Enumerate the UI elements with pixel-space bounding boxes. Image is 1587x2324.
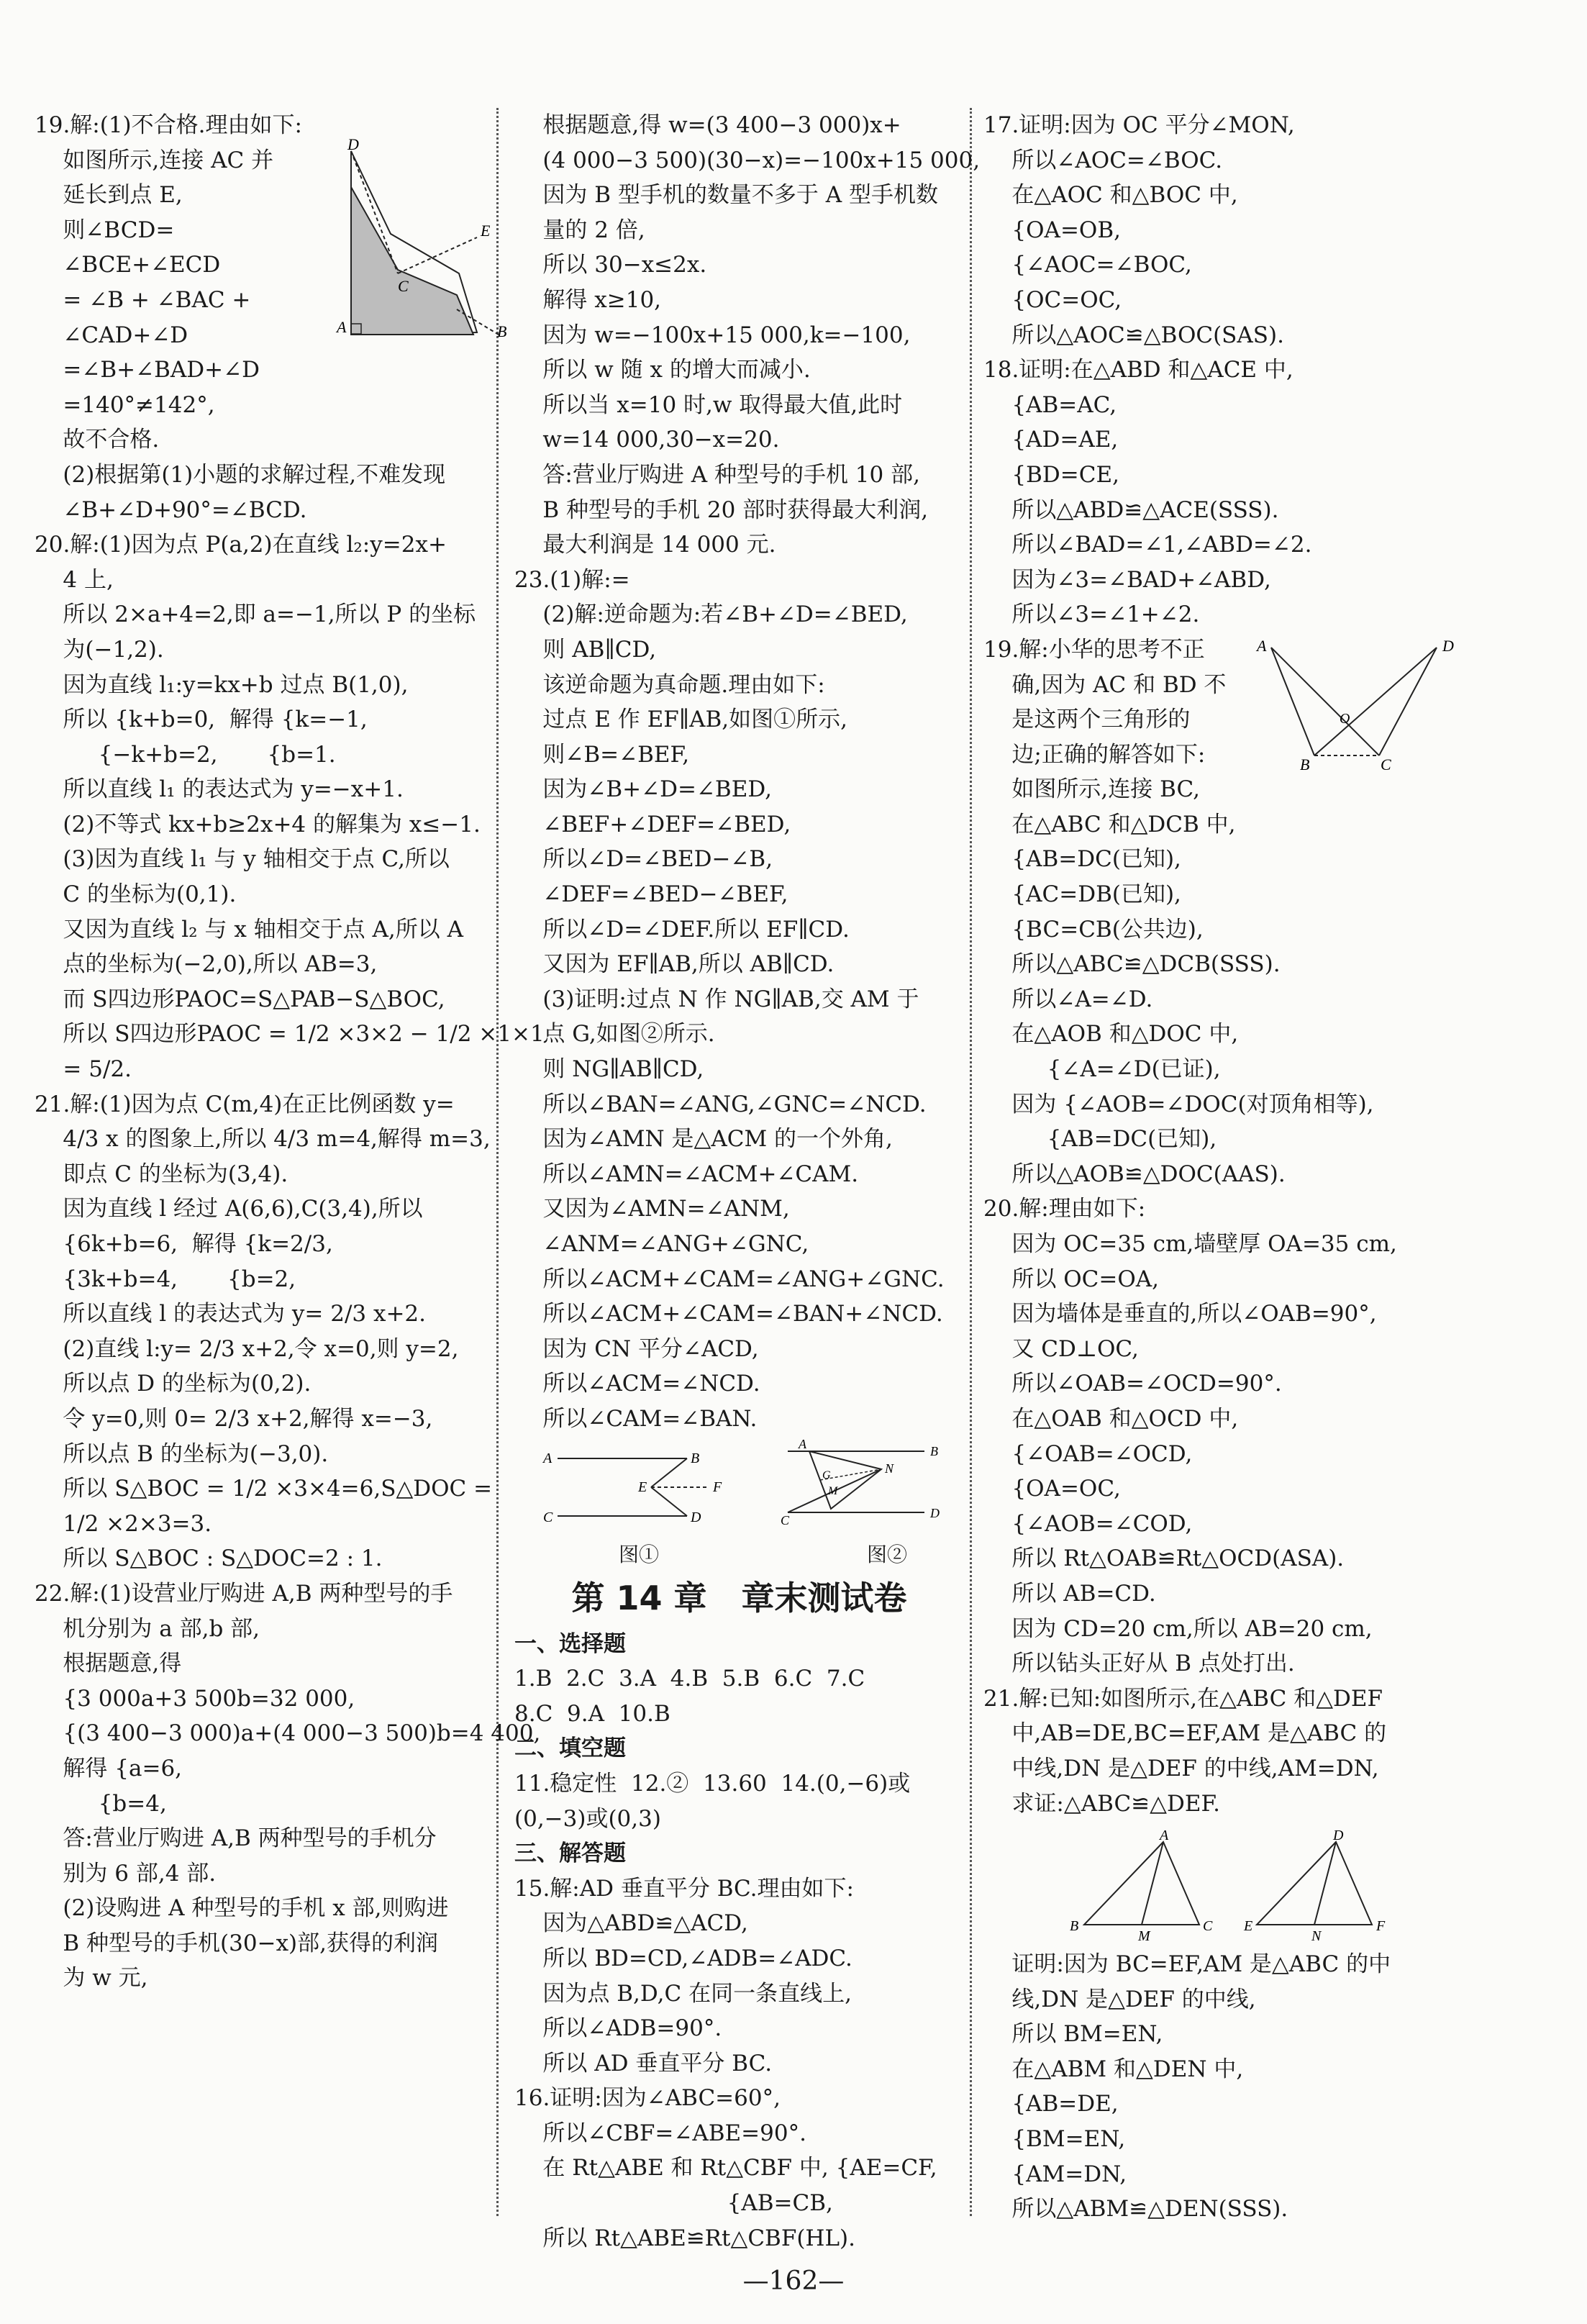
text-line: 因为点 B,D,C 在同一条直线上, — [514, 1980, 852, 2007]
text-line: 因为∠AMN 是△ACM 的一个外角, — [514, 1126, 893, 1153]
text-line: 又因为∠AMN=∠ANM, — [514, 1196, 790, 1222]
svg-text:C: C — [1203, 1918, 1213, 1934]
svg-text:B: B — [691, 1450, 700, 1466]
text-line: {AB=AC, — [983, 391, 1117, 418]
svg-text:D: D — [930, 1505, 940, 1520]
text-line: 即点 C 的坐标为(3,4). — [35, 1161, 288, 1187]
text-line: 17.证明:因为 OC 平分∠MON, — [983, 112, 1295, 138]
text-line: 所以△AOC≌△BOC(SAS). — [983, 322, 1284, 348]
text-line: 在△ABM 和△DEN 中, — [983, 2056, 1244, 2082]
text-line: 则∠BCD= — [35, 217, 175, 243]
text-line: 所以∠D=∠BED−∠B, — [514, 846, 773, 873]
text-line: 一、选择题 — [514, 1630, 626, 1657]
text-line: 所以点 B 的坐标为(−3,0). — [35, 1440, 329, 1467]
answer-column-2 — [514, 108, 981, 2256]
q19-figure — [304, 135, 507, 340]
text-line: 因为 {∠AOB=∠DOC(对顶角相等), — [983, 1091, 1374, 1117]
text-line: {AB=DE, — [983, 2091, 1119, 2118]
text-line: 16.证明:因为∠ABC=60°, — [514, 2085, 781, 2112]
svg-text:D: D — [1442, 637, 1454, 655]
svg-text:M: M — [828, 1484, 838, 1497]
text-line: 所以点 D 的坐标为(0,2). — [35, 1371, 312, 1397]
text-line: 故不合格. — [35, 427, 160, 453]
figure-1 — [543, 1437, 745, 1545]
text-line: 所以△ABM≌△DEN(SSS). — [983, 2196, 1288, 2223]
text-line: w=14 000,30−x=20. — [514, 427, 780, 453]
text-line: (2)根据第(1)小题的求解过程,不难发现 — [35, 461, 446, 488]
text-line: {6k+b=6, 解得 {k=2/3, — [35, 1231, 333, 1257]
text-line: 证明:因为 BC=EF,AM 是△ABC 的中 — [983, 1951, 1391, 1978]
text-line: 点的坐标为(−2,0),所以 AB=3, — [35, 951, 378, 978]
text-line: {AB=DC(已知), — [983, 846, 1181, 873]
text-line: 19.解:小华的思考不正 — [983, 636, 1205, 663]
text-line: {OA=OC, — [983, 1476, 1121, 1502]
text-line: 所以 AD 垂直平分 BC. — [514, 2050, 773, 2076]
text-line: 11.稳定性 12.② 13.60 14.(0,−6)或 — [514, 1770, 911, 1797]
text-line: 在△AOB 和△DOC 中, — [983, 1021, 1239, 1048]
text-line: 在△AOC 和△BOC 中, — [983, 182, 1238, 209]
text-line: 解得 x≥10, — [514, 286, 662, 313]
text-line: ∠DEF=∠BED−∠BEF, — [514, 881, 788, 908]
text-line: 所以∠AMN=∠ACM+∠CAM. — [514, 1161, 859, 1187]
q21-triangles-figure — [1055, 1828, 1458, 1946]
text-line: C 的坐标为(0,1). — [35, 881, 237, 908]
text-line: {BD=CE, — [983, 461, 1119, 488]
svg-text:E: E — [481, 222, 491, 240]
text-line: 所以∠ACM=∠NCD. — [514, 1371, 760, 1397]
svg-text:C: C — [398, 277, 409, 295]
text-line: 中,AB=DE,BC=EF,AM 是△ABC 的 — [983, 1720, 1387, 1747]
text-line: 所以∠3=∠1+∠2. — [983, 602, 1200, 628]
text-line: 延长到点 E, — [35, 182, 183, 209]
text-line: 21.解:(1)因为点 C(m,4)在正比例函数 y= — [35, 1091, 455, 1117]
text-line: 8.C 9.A 10.B — [514, 1700, 670, 1727]
text-line: =∠B+∠BAD+∠D — [35, 357, 260, 383]
text-line: 21.解:已知:如图所示,在△ABC 和△DEF — [983, 1685, 1383, 1712]
text-line: 量的 2 倍, — [514, 217, 645, 243]
text-line: 4/3 x 的图象上,所以 4/3 m=4,解得 m=3, — [35, 1126, 491, 1153]
text-line: ∠BCE+∠ECD — [35, 252, 221, 278]
text-line: 在△OAB 和△OCD 中, — [983, 1405, 1239, 1432]
text-line: 为 w 元, — [35, 1965, 148, 1992]
text-line: 所以 S四边形PAOC = 1/2 ×3×2 − 1/2 ×1×1 — [35, 1021, 545, 1048]
text-line: 所以△ABC≌△DCB(SSS). — [983, 951, 1281, 978]
text-line: 20.解:理由如下: — [983, 1196, 1146, 1222]
text-line: 点 G,如图②所示. — [514, 1021, 715, 1048]
text-line: 因为直线 l 经过 A(6,6),C(3,4),所以 — [35, 1196, 423, 1222]
svg-text:D: D — [691, 1509, 701, 1525]
svg-text:C: C — [1381, 755, 1391, 773]
svg-text:E: E — [1244, 1918, 1253, 1934]
text-line: {AB=DC(已知), — [983, 1126, 1217, 1153]
text-line: 最大利润是 14 000 元. — [514, 532, 776, 558]
text-line: (2)解:逆命题为:若∠B+∠D=∠BED, — [514, 602, 908, 628]
text-line: ∠BEF+∠DEF=∠BED, — [514, 811, 791, 838]
text-line: 因为 CD=20 cm,所以 AB=20 cm, — [983, 1615, 1373, 1642]
text-line: B 种型号的手机 20 部时获得最大利润, — [514, 496, 929, 523]
svg-text:A: A — [337, 318, 347, 336]
text-line: {AM=DN, — [983, 2161, 1127, 2187]
text-line: 二、填空题 — [514, 1735, 626, 1762]
text-line: = 5/2. — [35, 1056, 132, 1083]
text-line: {3 000a+3 500b=32 000, — [35, 1685, 355, 1712]
text-line: 因为∠B+∠D=∠BED, — [514, 776, 772, 803]
text-line: 答:营业厅购进 A 种型号的手机 10 部, — [514, 461, 920, 488]
text-line: 所以△ABD≌△ACE(SSS). — [983, 496, 1279, 523]
text-line: 三、解答题 — [514, 1840, 626, 1867]
text-line: (4 000−3 500)(30−x)=−100x+15 000, — [514, 147, 981, 173]
text-line: 所以∠A=∠D. — [983, 986, 1153, 1012]
text-line: {AB=CB, — [514, 2190, 833, 2217]
q23-figures — [514, 1437, 964, 1566]
text-line: 该逆命题为真命题.理由如下: — [514, 671, 825, 698]
text-line: 令 y=0,则 0= 2/3 x+2,解得 x=−3, — [35, 1405, 433, 1432]
text-line: 所以∠BAN=∠ANG,∠GNC=∠NCD. — [514, 1091, 927, 1117]
svg-text:C: C — [543, 1509, 553, 1525]
text-line: 所以∠AOC=∠BOC. — [983, 147, 1223, 173]
text-line: {BC=CB(公共边), — [983, 916, 1204, 943]
text-line: 根据题意,得 — [35, 1651, 182, 1677]
text-line: 又 CD⊥OC, — [983, 1335, 1139, 1362]
text-line: {OC=OC, — [983, 286, 1122, 313]
text-line: 1/2 ×2×3=3. — [35, 1510, 212, 1537]
svg-text:M: M — [1138, 1928, 1150, 1944]
text-line: 所以 Rt△ABE≌Rt△CBF(HL). — [514, 2225, 855, 2251]
svg-text:B: B — [930, 1443, 938, 1458]
text-line: 所以∠CBF=∠ABE=90°. — [514, 2120, 806, 2146]
svg-text:O: O — [1340, 711, 1350, 727]
text-line: {−k+b=2, {b=1. — [35, 741, 336, 768]
text-line: 所以直线 l 的表达式为 y= 2/3 x+2. — [35, 1301, 427, 1327]
text-line: 别为 6 部,4 部. — [35, 1860, 217, 1887]
text-line: 如图所示,连接 BC, — [983, 776, 1200, 803]
text-line: 20.解:(1)因为点 P(a,2)在直线 l₂:y=2x+ — [35, 532, 447, 558]
svg-text:A: A — [799, 1436, 806, 1451]
text-line: 所以∠CAM=∠BAN. — [514, 1405, 758, 1432]
text-line: 所以 2×a+4=2,即 a=−1,所以 P 的坐标 — [35, 602, 476, 628]
text-line: 又因为直线 l₂ 与 x 轴相交于点 A,所以 A — [35, 916, 463, 943]
text-line: 因为∠3=∠BAD+∠ABD, — [983, 566, 1271, 593]
text-line: 因为 B 型手机的数量不多于 A 型手机数 — [514, 182, 938, 209]
svg-text:B: B — [497, 322, 507, 340]
text-line: {∠AOC=∠BOC, — [983, 252, 1192, 278]
text-line: (2)直线 l:y= 2/3 x+2,令 x=0,则 y=2, — [35, 1335, 459, 1362]
svg-text:A: A — [543, 1450, 553, 1466]
text-line: 在 Rt△ABE 和 Rt△CBF 中, {AE=CF, — [514, 2155, 937, 2182]
page-number: —162— — [742, 2266, 845, 2296]
text-line: (3)证明:过点 N 作 NG∥AB,交 AM 于 — [514, 986, 919, 1012]
svg-text:E: E — [638, 1479, 647, 1495]
text-line: 所以当 x=10 时,w 取得最大值,此时 — [514, 391, 903, 418]
text-line: 所以∠ACM+∠CAM=∠ANG+∠GNC. — [514, 1266, 945, 1292]
text-line: {∠A=∠D(已证), — [983, 1056, 1221, 1083]
text-line: 1.B 2.C 3.A 4.B 5.B 6.C 7.C — [514, 1666, 865, 1692]
text-line: 是这两个三角形的 — [983, 707, 1191, 733]
text-line: 18.证明:在△ABD 和△ACE 中, — [983, 357, 1293, 383]
text-line: 所以 AB=CD. — [983, 1580, 1156, 1607]
svg-text:G: G — [822, 1469, 831, 1481]
text-line: {BM=EN, — [983, 2126, 1126, 2153]
text-line: {OA=OB, — [983, 217, 1121, 243]
text-line: {(3 400−3 000)a+(4 000−3 500)b=4 400, — [35, 1720, 541, 1747]
text-line: 为(−1,2). — [35, 636, 164, 663]
text-line: 因为 OC=35 cm,墙壁厚 OA=35 cm, — [983, 1231, 1397, 1257]
svg-text:C: C — [781, 1512, 790, 1528]
text-line: 所以 BD=CD,∠ADB=∠ADC. — [514, 1945, 852, 1971]
text-line: 则 AB∥CD, — [514, 636, 657, 663]
text-line: 所以∠ADB=90°. — [514, 2015, 722, 2042]
text-line: 而 S四边形PAOC=S△PAB−S△BOC, — [35, 986, 445, 1012]
figure-2 — [781, 1437, 960, 1545]
text-line: 所以 OC=OA, — [983, 1266, 1160, 1292]
text-line: {b=4, — [35, 1790, 167, 1817]
text-line: 23.(1)解:= — [514, 566, 630, 593]
text-line: 所以 w 随 x 的增大而减小. — [514, 357, 811, 383]
answer-column-1 — [35, 108, 545, 1996]
svg-text:A: A — [1257, 637, 1267, 655]
svg-text:D: D — [1333, 1828, 1344, 1843]
text-line: (2)不等式 kx+b≥2x+4 的解集为 x≤−1. — [35, 811, 481, 838]
text-line: 求证:△ABC≌△DEF. — [983, 1790, 1220, 1817]
answer-column-3 — [983, 108, 1559, 2227]
text-line: 中线,DN 是△DEF 的中线,AM=DN, — [983, 1755, 1379, 1781]
text-line: 所以 30−x≤2x. — [514, 252, 707, 278]
svg-text:B: B — [1300, 755, 1310, 773]
text-line: B 种型号的手机(30−x)部,获得的利润 — [35, 1930, 438, 1956]
figure-2-caption: 图② — [867, 1543, 908, 1566]
svg-text:F: F — [713, 1479, 722, 1495]
text-line: 因为 w=−100x+15 000,k=−100, — [514, 322, 911, 348]
text-line: 则 NG∥AB∥CD, — [514, 1056, 704, 1083]
svg-text:D: D — [347, 135, 359, 153]
text-line: 所以∠BAD=∠1,∠ABD=∠2. — [983, 532, 1312, 558]
text-line: ∠CAD+∠D — [35, 322, 188, 348]
text-line: 因为墙体是垂直的,所以∠OAB=90°, — [983, 1301, 1377, 1327]
svg-text:N: N — [885, 1461, 894, 1476]
text-line: 所以△AOB≌△DOC(AAS). — [983, 1161, 1286, 1187]
figure-1-caption: 图① — [619, 1543, 660, 1566]
text-line: 所以 {k+b=0, 解得 {k=−1, — [35, 707, 368, 733]
svg-text:B: B — [1070, 1918, 1079, 1934]
text-line: 22.解:(1)设营业厅购进 A,B 两种型号的手 — [35, 1580, 453, 1607]
text-line: 所以 BM=EN, — [983, 2021, 1163, 2048]
text-line: 则∠B=∠BEF, — [514, 741, 690, 768]
text-line: 19.解:(1)不合格.理由如下: — [35, 112, 302, 138]
text-line: ∠ANM=∠ANG+∠GNC, — [514, 1231, 809, 1257]
text-line: 如图所示,连接 AC 并 — [35, 147, 274, 173]
text-line: 因为直线 l₁:y=kx+b 过点 B(1,0), — [35, 671, 409, 698]
text-line: 过点 E 作 EF∥AB,如图①所示, — [514, 707, 847, 733]
text-line: {3k+b=4, {b=2, — [35, 1266, 296, 1292]
text-line: 又因为 EF∥AB,所以 AB∥CD. — [514, 951, 835, 978]
text-line: {∠OAB=∠OCD, — [983, 1440, 1193, 1467]
q19-bowtie-figure — [1257, 637, 1473, 777]
svg-text:F: F — [1376, 1918, 1386, 1934]
text-line: 所以钻头正好从 B 点处打出. — [983, 1651, 1295, 1677]
text-line: = ∠B + ∠BAC + — [35, 286, 251, 313]
text-line: 所以 S△BOC : S△DOC=2 : 1. — [35, 1545, 383, 1572]
text-line: {AD=AE, — [983, 427, 1119, 453]
text-line: (0,−3)或(0,3) — [514, 1805, 661, 1832]
text-line: 4 上, — [35, 566, 114, 593]
text-line: {AC=DB(已知), — [983, 881, 1181, 908]
text-line: 所以∠ACM+∠CAM=∠BAN+∠NCD. — [514, 1301, 943, 1327]
text-line: 所以直线 l₁ 的表达式为 y=−x+1. — [35, 776, 404, 803]
chapter-title: 第 14 章 章末测试卷 — [571, 1578, 907, 1617]
text-line: 15.解:AD 垂直平分 BC.理由如下: — [514, 1875, 854, 1902]
text-line: 线,DN 是△DEF 的中线, — [983, 1986, 1256, 2012]
text-line: 解得 {a=6, — [35, 1755, 183, 1781]
text-line: (2)设购进 A 种型号的手机 x 部,则购进 — [35, 1895, 449, 1922]
text-line: 答:营业厅购进 A,B 两种型号的手机分 — [35, 1825, 437, 1852]
text-line: 在△ABC 和△DCB 中, — [983, 811, 1236, 838]
text-line: 边;正确的解答如下: — [983, 741, 1206, 768]
text-line: 因为 CN 平分∠ACD, — [514, 1335, 759, 1362]
text-line: 机分别为 a 部,b 部, — [35, 1615, 260, 1642]
text-line: 确,因为 AC 和 BD 不 — [983, 671, 1227, 698]
text-line: =140°≠142°, — [35, 391, 215, 418]
text-line: 所以∠D=∠DEF.所以 EF∥CD. — [514, 916, 850, 943]
text-line: ∠B+∠D+90°=∠BCD. — [35, 496, 307, 523]
text-line: 根据题意,得 w=(3 400−3 000)x+ — [514, 112, 901, 138]
text-line: 所以 S△BOC = 1/2 ×3×4=6,S△DOC = — [35, 1476, 493, 1502]
text-line: (3)因为直线 l₁ 与 y 轴相交于点 C,所以 — [35, 846, 450, 873]
text-line: 所以 Rt△OAB≌Rt△OCD(ASA). — [983, 1545, 1345, 1572]
svg-text:N: N — [1311, 1928, 1322, 1944]
svg-text:A: A — [1160, 1828, 1169, 1843]
text-line: 所以∠OAB=∠OCD=90°. — [983, 1371, 1282, 1397]
text-line: {∠AOB=∠COD, — [983, 1510, 1193, 1537]
text-line: 因为△ABD≌△ACD, — [514, 1910, 748, 1937]
